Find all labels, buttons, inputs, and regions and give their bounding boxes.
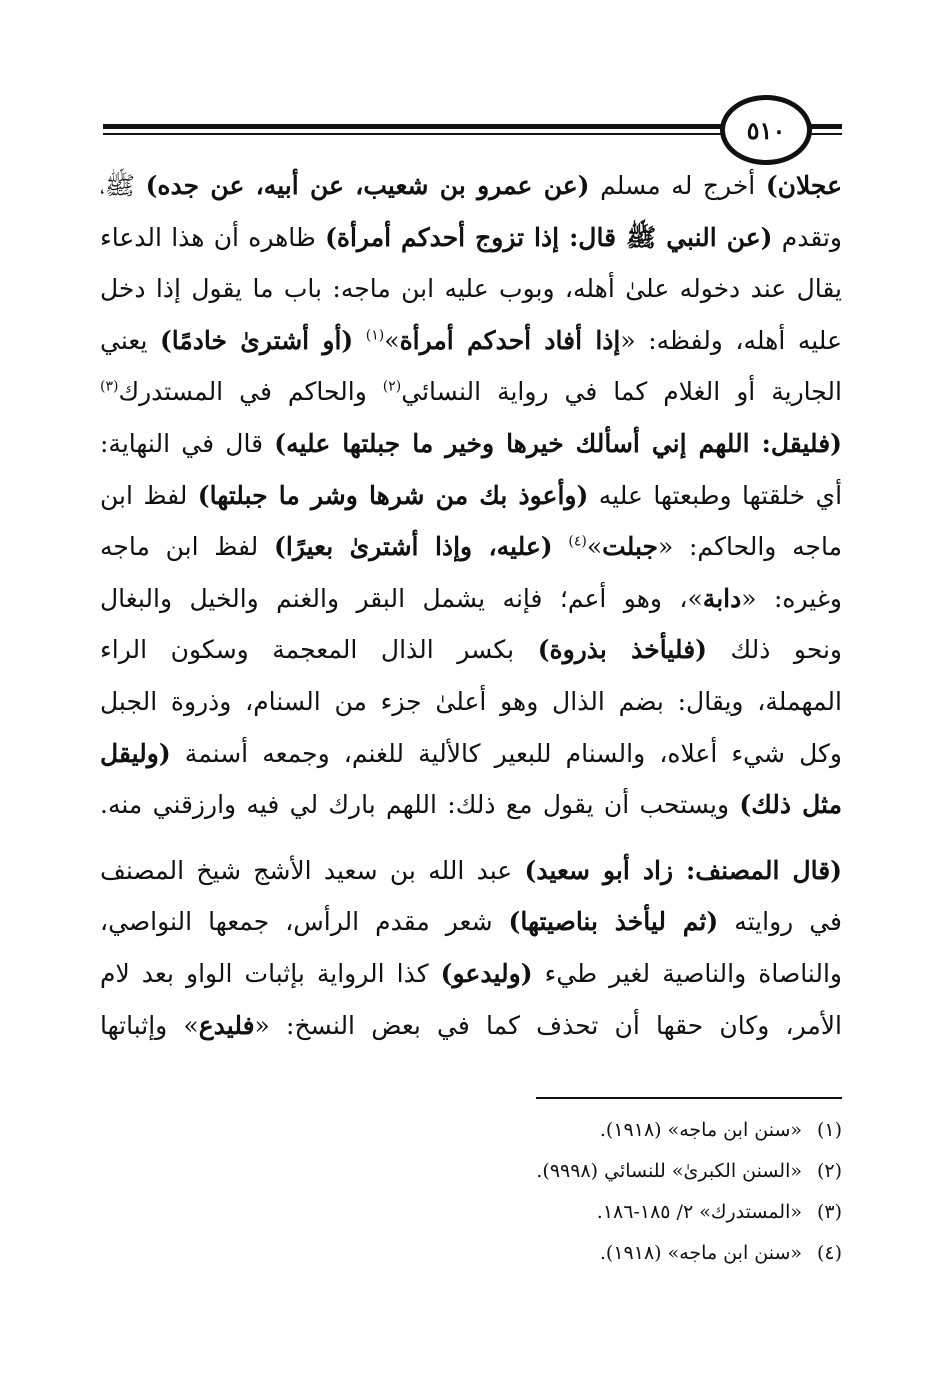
paragraph-2 [100, 845, 842, 1051]
text-run: ونحو ذلك [706, 635, 842, 665]
quoted-text: إذا أفاد أحدكم أمرأة [399, 325, 621, 355]
text-run: يعني [100, 325, 160, 355]
text-run: » [384, 325, 400, 355]
quoted-text: (وأعوذ بك من شرها وشر ما جبلتها) [197, 480, 589, 510]
text-run: في روايته [718, 907, 843, 937]
text-run: الجارية أو الغلام كما في رواية النسائي [401, 377, 842, 407]
quoted-text: (أو أشترىٰ خادمًا) [159, 325, 354, 355]
footnote-number: (٣) [816, 1201, 842, 1223]
footnote-item [300, 1110, 842, 1151]
footnote-item [300, 1192, 842, 1233]
footnote-ref: (٤) [568, 533, 587, 550]
text-run: وتقدم [772, 222, 842, 252]
footnote-number: (٤) [816, 1242, 842, 1264]
text-run: يقال عند دخوله علىٰ أهله، وبوب عليه ابن ماجه: باب ما يقول إذا دخل [100, 274, 842, 304]
footnote-text: «سنن ابن ماجه» (١٩١٨). [599, 1242, 802, 1264]
quoted-text: دابة [702, 583, 742, 613]
quoted-text: (وليقل [100, 738, 171, 768]
header-rule-right-thin [810, 133, 842, 135]
text-line [100, 532, 842, 561]
text-run: » وإثباتها [100, 1010, 199, 1040]
header-rule-thin [103, 133, 723, 135]
text-line [100, 739, 842, 768]
quoted-text: (ثم ليأخذ بناصيتها) [508, 907, 719, 937]
text-run: كذا الرواية بإثبات الواو بعد لام [100, 958, 441, 988]
footnote-separator [536, 1097, 842, 1099]
footnote-ref: (٢) [382, 379, 402, 396]
quoted-text: (فليأخذ بذروة) [537, 635, 707, 665]
text-line [100, 274, 842, 303]
text-line [100, 790, 842, 819]
main-text [100, 160, 842, 1051]
text-run: عليه أهله، ولفظه: « [620, 325, 842, 355]
text-run [353, 326, 366, 355]
text-line [100, 481, 842, 510]
text-run: ماجه والحاكم: « [657, 532, 842, 562]
quoted-text: (عليه، وإذا أشترىٰ بعيرًا) [274, 532, 553, 562]
text-line [100, 959, 842, 988]
text-line [100, 377, 842, 406]
quoted-text: (عن النبي ﷺ قال: إذا تزوج أحدكم أمرأة) [325, 222, 773, 252]
text-line [100, 584, 842, 613]
text-run: بكسر الذال المعجمة وسكون الراء [100, 635, 538, 665]
text-line [100, 171, 842, 200]
text-line [100, 429, 842, 458]
text-run: ﷺ، [100, 171, 146, 200]
footnote-item [300, 1233, 842, 1274]
text-run: لفظ ابن [100, 480, 198, 510]
text-run: قال في النهاية: [100, 428, 275, 458]
text-run: » [586, 532, 603, 562]
quoted-text: جبلت [602, 532, 658, 562]
footnote-ref: (٣) [100, 379, 119, 396]
quoted-text: (فليقل: اللهم إني أسألك خيرها وخير ما جبلتها عليه) [274, 428, 842, 458]
text-run: والحاكم في المستدرك [118, 377, 383, 407]
text-run: أخرج له مسلم [589, 171, 766, 200]
text-line [100, 907, 842, 936]
footnote-number: (٢) [816, 1160, 842, 1182]
text-run: وكل شيء أعلاه، والسنام للبعير كالألية للغنم، وجمعه أسنمة [170, 738, 842, 768]
quoted-text: (قال المصنف: زاد أبو سعيد) [524, 855, 843, 885]
footnote-ref: (١) [365, 327, 385, 344]
text-run: ويستحب أن يقول مع ذلك: اللهم بارك لي فيه وارزقني منه. [100, 790, 740, 820]
footnote-text: «سنن ابن ماجه» (١٩١٨). [599, 1119, 802, 1141]
footnotes [300, 1110, 842, 1274]
quoted-text: فليدع [198, 1010, 255, 1040]
quoted-text: مثل ذلك) [739, 790, 842, 820]
footnote-text: «السنن الكبرىٰ» للنسائي (٩٩٩٨). [536, 1160, 802, 1182]
quoted-text: (وليدعو) [440, 958, 533, 988]
text-run: ظاهره أن هذا الدعاء [100, 222, 326, 252]
text-run [553, 532, 569, 561]
page-number: ٥١٠ [720, 95, 812, 165]
text-line [100, 856, 842, 885]
text-run: المهملة، ويقال: بضم الذال وهو أعلىٰ جزء من السنام، وذروة الجبل [100, 686, 842, 716]
text-run: أي خلقتها وطبعتها عليه [588, 480, 843, 510]
footnote-number: (١) [816, 1119, 842, 1141]
text-line [100, 1011, 842, 1040]
paragraph-1 [100, 160, 842, 831]
text-run: وغيره: « [741, 583, 842, 613]
text-run: لفظ ابن ماجه [100, 532, 275, 562]
header-rule-right-thick [810, 124, 842, 129]
header-rule-thick [103, 124, 723, 129]
text-line [100, 635, 842, 664]
footnote-text: «المستدرك» ٢/ ١٨٥-١٨٦. [596, 1201, 802, 1223]
text-line [100, 326, 842, 355]
text-run: والناصاة والناصية لغير طيء [532, 958, 842, 988]
text-run: »، وهو أعم؛ فإنه يشمل البقر والغنم والخيل والبغال [100, 583, 703, 613]
quoted-text: عجلان) [765, 171, 842, 200]
text-run: الأمر، وكان حقها أن تحذف كما في بعض النسخ: « [254, 1010, 843, 1040]
text-line [100, 223, 842, 252]
footnote-item [300, 1151, 842, 1192]
text-run: عبد الله بن سعيد الأشج شيخ المصنف [100, 855, 525, 885]
quoted-text: (عن عمرو بن شعيب، عن أبيه، عن جده) [145, 171, 590, 200]
text-line [100, 687, 842, 716]
text-run: شعر مقدم الرأس، جمعها النواصي، [100, 907, 509, 937]
